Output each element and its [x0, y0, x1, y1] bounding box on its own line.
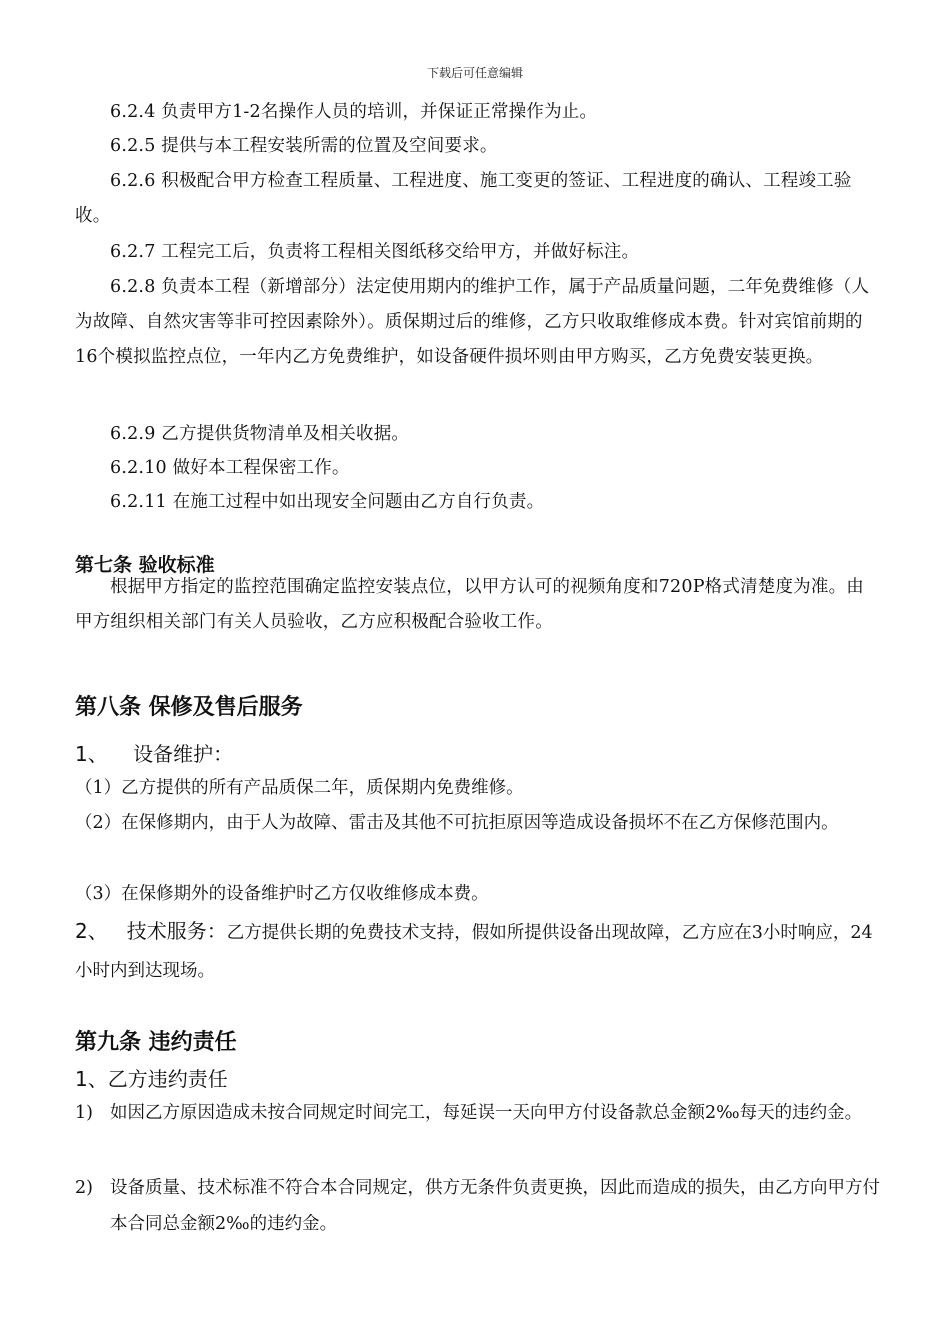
section-7-title: 第七条 验收标准	[75, 554, 215, 576]
clause-6-2-4: 6.2.4 负责甲方1-2名操作人员的培训，并保证正常操作为止。	[110, 102, 598, 122]
section-8-item-3: （3）在保修期外的设备维护时乙方仅收维修成本费。	[75, 884, 489, 904]
clause-6-2-8: 6.2.8 负责本工程（新增部分）法定使用期内的维护工作，属于产品质量问题，二年免费维修（人为故障、自然灾害等非可控因素除外）。质保期过后的维修，乙方只收取维修成本费。针对宾馆前期的16个模拟监控点位，一年内乙方免费维护，如设备硬件损坏则由甲方购买，乙方免费安装更换。	[75, 277, 870, 367]
penalty-item-2-text: 设备质量、技术标准不符合本合同规定，供方无条件负责更换，因此而造成的损失，由乙方向甲方付本合同总金额2‰的违约金。	[110, 1178, 880, 1234]
clause-6-2-5: 6.2.5 提供与本工程安装所需的位置及空间要求。	[110, 136, 498, 156]
section-9-title: 第九条 违约责任	[75, 1030, 237, 1055]
section-9-subheading-party-b: 1、乙方违约责任	[75, 1067, 228, 1091]
section-8-item-2: （2）在保修期内，由于人为故障、雷击及其他不可抗拒原因等造成设备损坏不在乙方保修范围内。	[75, 813, 839, 833]
penalty-item-2	[75, 1170, 880, 1242]
section-7-body: 根据甲方指定的监控范围确定监控安装点位，以甲方认可的视频角度和720P格式清楚度为准。由甲方组织相关部门有关人员验收，乙方应积极配合验收工作。	[75, 577, 864, 632]
penalty-item-1	[75, 1095, 880, 1131]
clause-6-2-7: 6.2.7 工程完工后，负责将工程相关图纸移交给甲方，并做好标注。	[110, 242, 640, 262]
page-header-note: 下载后可任意编辑	[426, 66, 523, 80]
tech-service-label: 2、 技术服务：	[75, 919, 227, 943]
clause-6-2-6: 6.2.6 积极配合甲方检查工程质量、工程进度、施工变更的签证、工程进度的确认、工程竣工验收。	[75, 171, 852, 226]
section-8-subheading-maintenance: 1、 设备维护：	[75, 742, 234, 766]
section-8-title: 第八条 保修及售后服务	[75, 695, 303, 720]
tech-service-body: 乙方提供长期的免费技术支持，假如所提供设备出现故障，乙方应在3小时响应，24小时内到达现场。	[75, 923, 873, 981]
penalty-item-1-text: 如因乙方原因造成未按合同规定时间完工，每延误一天向甲方付设备款总金额2‰每天的违约金。	[110, 1103, 863, 1123]
clause-6-2-9: 6.2.9 乙方提供货物清单及相关收据。	[110, 424, 410, 444]
section-8-item-1: （1）乙方提供的所有产品质保二年，质保期内免费维修。	[75, 778, 524, 798]
clause-6-2-11: 6.2.11 在施工过程中如出现安全问题由乙方自行负责。	[110, 492, 545, 512]
section-8-tech-service	[75, 912, 880, 990]
penalty-item-2-number: 2)	[75, 1178, 93, 1198]
penalty-item-1-number: 1)	[75, 1103, 93, 1123]
clause-6-2-10: 6.2.10 做好本工程保密工作。	[110, 458, 350, 478]
